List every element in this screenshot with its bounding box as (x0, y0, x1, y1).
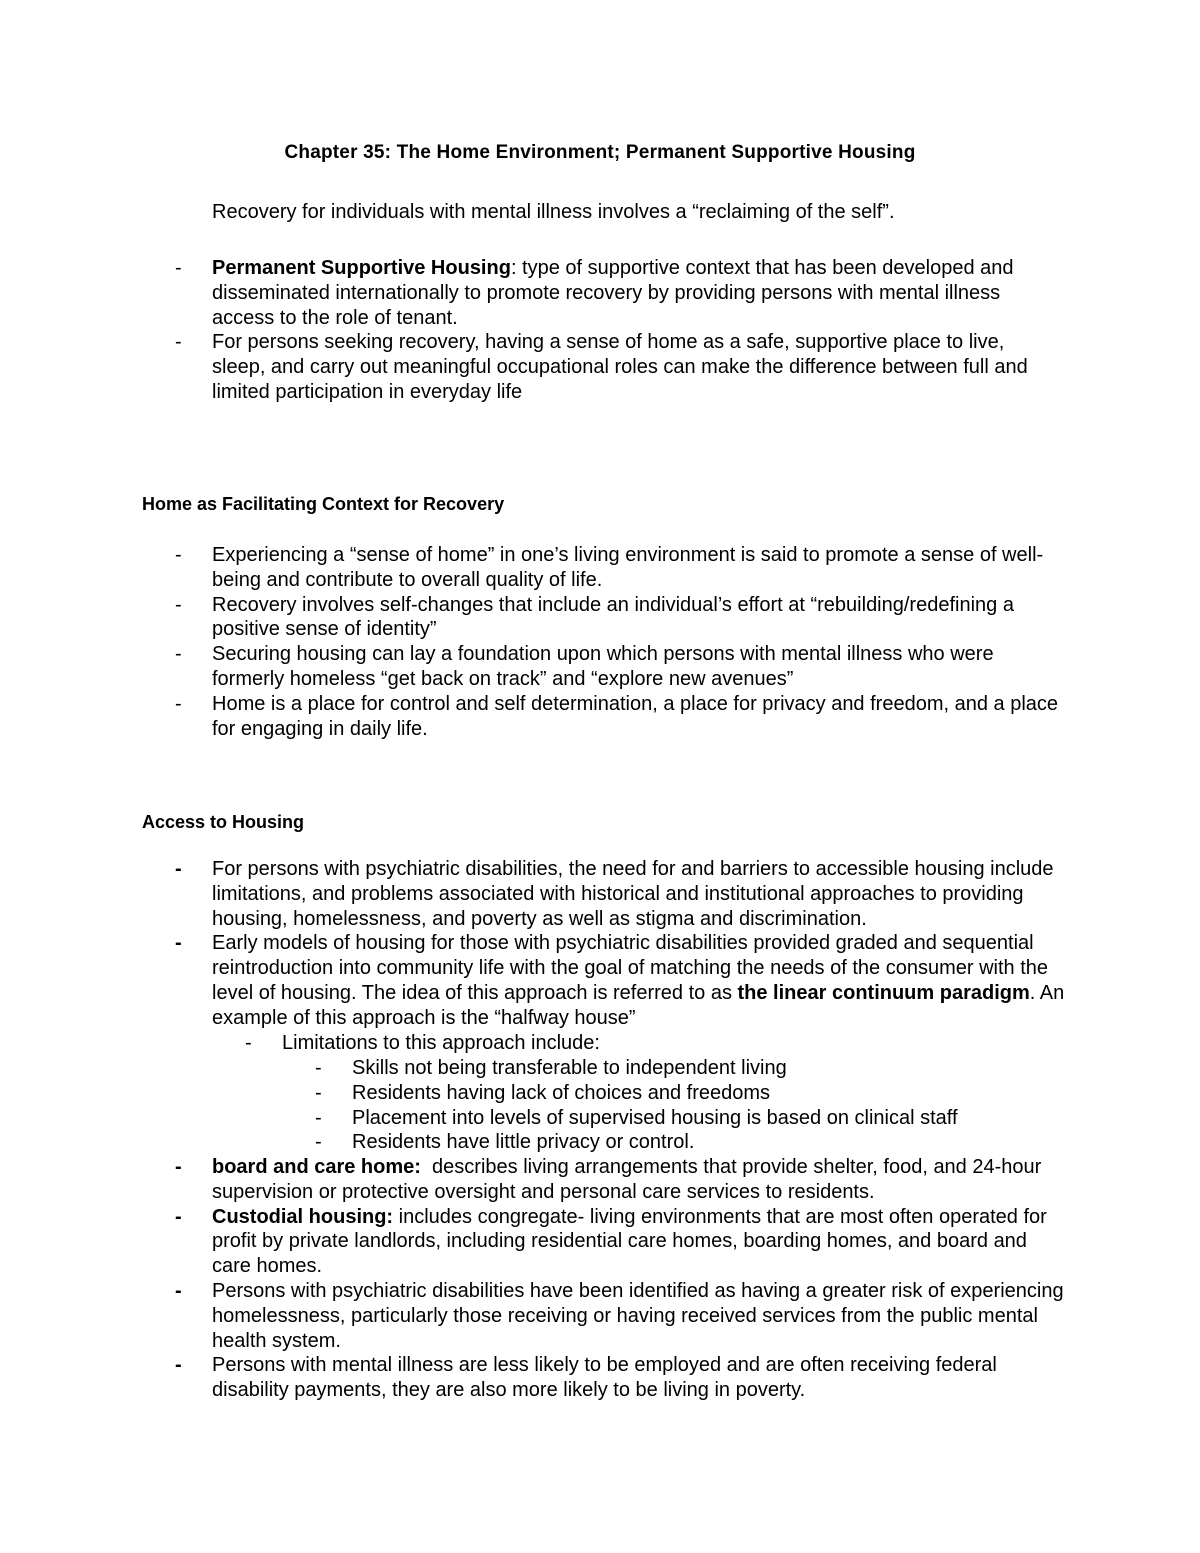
section2-list (142, 857, 1067, 1031)
intro-list (142, 256, 1062, 405)
list-item (142, 931, 1067, 1030)
intro-paragraph: Recovery for individuals with mental illness involves a “reclaiming of the self”. (212, 201, 895, 223)
list-item-text: Home is a place for control and self determination, a place for privacy and freedom, and a place for engaging in daily life. (212, 692, 1059, 740)
list-item-text: Residents having lack of choices and freedoms (352, 1081, 771, 1104)
limitations-list (212, 1031, 1032, 1056)
list-item-text: Persons with psychiatric disabilities have been identified as having a greater risk of experiencing homelessness, particularly those receiving or having received services from the public mental health system. (212, 1279, 1064, 1352)
list-item-text: For persons seeking recovery, having a sense of home as a safe, supportive place to live, sleep, and carry out meaningful occupational roles can make the difference between full and limited participation in everyday life (212, 331, 1028, 403)
term-linear-continuum: the linear continuum paradigm (737, 981, 1030, 1004)
bullet-dash: - (175, 692, 182, 715)
list-item-text: Experiencing a “sense of home” in one’s living environment is said to promote a sense of well-being and contribute to overall quality of life. (212, 544, 1044, 591)
bullet-dash: - (175, 1205, 182, 1228)
section2-list-cont (142, 1155, 1067, 1403)
page-title: Chapter 35: The Home Environment; Permanent Supportive Housing (284, 142, 916, 163)
list-item (142, 1353, 1067, 1403)
term-custodial-housing: Custodial housing: (212, 1205, 394, 1228)
list-item-text: : type of supportive context that has been developed and disseminated internationally to promote recovery by providing persons with mental illness access to the role of tenant. (212, 257, 1014, 329)
list-item (142, 256, 1062, 330)
section-heading-access: Access to Housing (142, 812, 305, 832)
list-item (282, 1056, 1042, 1081)
list-item-text: describes living arrangements that provide shelter, food, and 24-hour supervision or protective oversight and personal care services to residents. (212, 1156, 1047, 1203)
list-item-text: Persons with mental illness are less likely to be employed and are often receiving federal disability payments, they are also more likely to be living in poverty. (212, 1354, 997, 1402)
bullet-dash: - (175, 858, 182, 880)
list-item (282, 1106, 1042, 1131)
list-item (142, 1155, 1067, 1205)
section-heading-home: Home as Facilitating Context for Recovery (142, 494, 505, 514)
list-item-text: includes congregate- living environments that are most often operated for profit by private landlords, including residential care homes, boarding homes, and board and care homes. (212, 1205, 1047, 1278)
list-item (142, 1279, 1067, 1353)
list-item (282, 1081, 1042, 1106)
bullet-dash: - (245, 1032, 252, 1054)
list-item-text: Securing housing can lay a foundation upon which persons with mental illness who were formerly homeless “get back on track” and “explore new avenues” (212, 643, 994, 690)
bullet-dash: - (175, 331, 182, 354)
bullet-dash: - (315, 1057, 322, 1079)
limitations-sublist (282, 1056, 1042, 1155)
list-item (212, 1031, 1032, 1056)
list-item (282, 1130, 1042, 1155)
bullet-dash: - (175, 643, 182, 666)
bullet-dash: - (175, 593, 182, 616)
bullet-dash: - (175, 257, 182, 279)
list-item (142, 1205, 1067, 1279)
list-item (142, 330, 1062, 404)
list-item-text: For persons with psychiatric disabilities, the need for and barriers to accessible housing include limitations, and problems associated with historical and institutional approaches to providing housing, homelessness, and poverty as well as stigma and discrimination. (212, 858, 1054, 930)
bullet-dash: - (175, 1279, 182, 1302)
list-item (142, 642, 1067, 692)
bullet-dash: - (175, 1354, 182, 1377)
bullet-dash: - (315, 1106, 322, 1129)
list-item-text: Residents have little privacy or control. (352, 1131, 695, 1154)
list-item-text: Limitations to this approach include: (282, 1032, 600, 1054)
list-item (142, 692, 1067, 742)
bullet-dash: - (175, 544, 182, 566)
bullet-dash: - (315, 1081, 322, 1104)
term-board-and-care-home: board and care home: (212, 1156, 421, 1178)
list-item-text: . An example of this approach is the “halfway house” (212, 981, 1065, 1029)
list-item (142, 593, 1067, 643)
term-permanent-supportive-housing: Permanent Supportive Housing (212, 257, 511, 279)
list-item-text: Placement into levels of supervised housing is based on clinical staff (352, 1106, 958, 1129)
bullet-dash: - (175, 1156, 182, 1178)
bullet-dash: - (175, 932, 182, 955)
section1-list (142, 543, 1067, 741)
list-item (142, 543, 1067, 593)
list-item-text: Recovery involves self-changes that include an individual’s effort at “rebuilding/redefining a positive sense of identity” (212, 593, 1014, 641)
list-item-text: Skills not being transferable to independent living (352, 1057, 787, 1079)
bullet-dash: - (315, 1131, 322, 1154)
list-item (142, 857, 1067, 931)
list-item-text: Early models of housing for those with psychiatric disabilities provided graded and sequential reintroduction into community life with the goal of matching the needs of the consumer with the level of housing. The idea of this approach is referred to as (212, 932, 1049, 1004)
